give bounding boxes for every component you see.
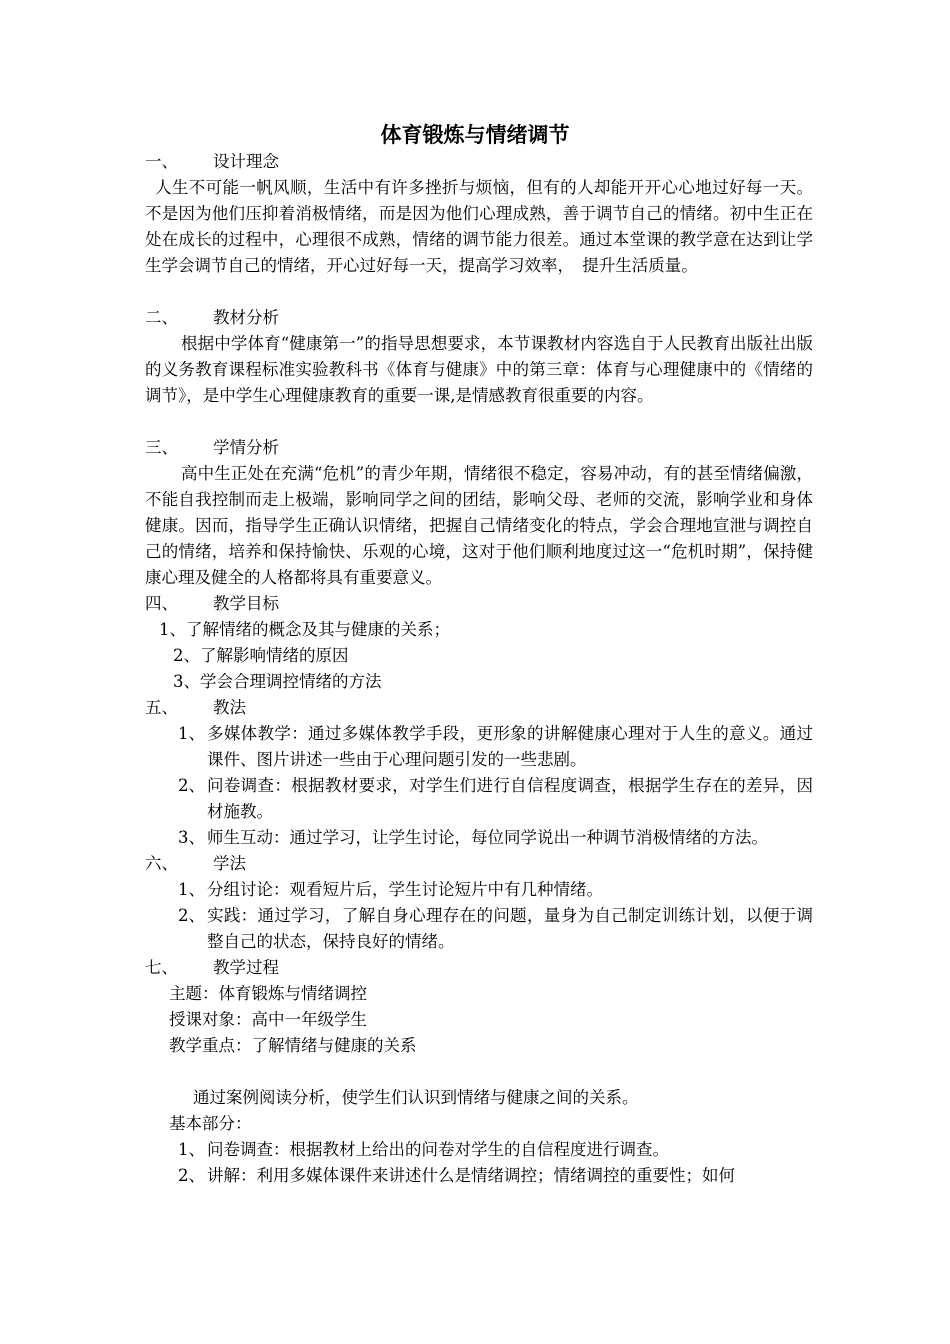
section-number: 四、 (145, 594, 178, 613)
section-title: 学法 (213, 854, 246, 873)
section-heading-textbook-analysis (145, 305, 813, 331)
teaching-method-item (145, 721, 813, 773)
list-number: 1、 (178, 880, 205, 899)
section-heading-student-analysis (145, 435, 813, 461)
textbook-analysis-paragraph: 根据中学体育“健康第一”的指导思想要求，本节课教材内容选自于人民教育出版社出版的义务教育课程标准实验教科书《体育与健康》中的第三章：体育与心理健康中的《情绪的调节》，是中学生心理健康教育的重要一课,是情感教育很重要的内容。 (145, 334, 813, 405)
student-analysis-paragraph: 高中生正处在充满“危机”的青少年期，情绪很不稳定，容易冲动，有的甚至情绪偏激，不能自我控制而走上极端，影响同学之间的团结，影响父母、老师的交流，影响学业和身体健康。因而，指导学生正确认识情绪，把握自己情绪变化的特点，学会合理地宣泄与调控自己的情绪，培养和保持愉快、乐观的心境，这对于他们顺利地度过这一“危机时期”，保持健康心理及健全的人格都将具有重要意义。 (145, 464, 813, 587)
blank-line (145, 279, 813, 305)
lesson-focus: 教学重点：了解情绪与健康的关系 (169, 1036, 417, 1055)
section-number: 七、 (145, 958, 178, 977)
section-title: 教材分析 (213, 308, 279, 327)
teaching-method-item (145, 825, 813, 851)
lesson-intro: 通过案例阅读分析，使学生们认识到情绪与健康之间的关系。 (193, 1088, 639, 1107)
process-item (145, 1163, 813, 1189)
section-heading-learning-methods (145, 851, 813, 877)
list-number: 1、 (178, 724, 205, 743)
teaching-goal-item: 1、了解情绪的概念及其与健康的关系； (159, 620, 450, 639)
section-title: 学情分析 (213, 438, 279, 457)
design-concept-paragraph: 人生不可能一帆风顺，生活中有许多挫折与烦恼，但有的人却能开开心心地过好每一天。不是因为他们压抑着消极情绪，而是因为他们心理成熟，善于调节自己的情绪。初中生正在处在成长的过程中，心理很不成熟，情绪的调节能力很差。通过本堂课的教学意在达到让学生学会调节自己的情绪，开心过好每一天，提高学习效率， 提升生活质量。 (145, 178, 813, 275)
teaching-method-item (145, 773, 813, 825)
blank-line (145, 1059, 813, 1085)
lesson-audience: 授课对象：高中一年级学生 (169, 1010, 367, 1029)
list-number: 2、 (178, 776, 205, 795)
list-text: 分组讨论：观看短片后，学生讨论短片中有几种情绪。 (207, 880, 603, 899)
section-number: 一、 (145, 152, 178, 171)
section-heading-teaching-process (145, 955, 813, 981)
list-text: 实践：通过学习，了解自身心理存在的问题，量身为自己制定训练计划，以便于调整自己的状态，保持良好的情绪。 (207, 906, 813, 951)
section-title: 教法 (213, 698, 246, 717)
section-number: 三、 (145, 438, 178, 457)
learning-method-item (145, 877, 813, 903)
section-heading-teaching-methods (145, 695, 813, 721)
section-number: 五、 (145, 698, 178, 717)
list-number: 3、 (178, 828, 205, 847)
teaching-goal-item: 3、学会合理调控情绪的方法 (173, 672, 382, 691)
list-text: 问卷调查：根据教材上给出的问卷对学生的自信程度进行调查。 (207, 1140, 669, 1159)
list-text: 讲解：利用多媒体课件来讲述什么是情绪调控；情绪调控的重要性；如何 (207, 1166, 735, 1185)
section-number: 六、 (145, 854, 178, 873)
teaching-goal-item: 2、了解影响情绪的原因 (173, 646, 349, 665)
process-item (145, 1137, 813, 1163)
lesson-topic: 主题：体育锻炼与情绪调控 (169, 984, 367, 1003)
document-title: 体育锻炼与情绪调节 (380, 122, 570, 147)
section-title: 设计理念 (213, 152, 279, 171)
section-number: 二、 (145, 308, 178, 327)
list-number: 2、 (178, 1166, 205, 1185)
section-heading-teaching-goals (145, 591, 813, 617)
blank-line (145, 409, 813, 435)
section-heading-design-concept (145, 149, 813, 175)
basic-part-label: 基本部分： (169, 1114, 252, 1133)
list-text: 师生互动：通过学习，让学生讨论，每位同学说出一种调节消极情绪的方法。 (207, 828, 768, 847)
list-text: 多媒体教学：通过多媒体教学手段，更形象的讲解健康心理对于人生的意义。通过课件、图片讲述一些由于心理问题引发的一些悲剧。 (207, 724, 813, 769)
list-text: 问卷调查：根据教材要求，对学生们进行自信程度调查，根据学生存在的差异，因材施教。 (207, 776, 813, 821)
learning-method-item (145, 903, 813, 955)
list-number: 1、 (178, 1140, 205, 1159)
section-title: 教学过程 (213, 958, 279, 977)
list-number: 2、 (178, 906, 205, 925)
document-body (145, 149, 813, 1189)
section-title: 教学目标 (213, 594, 279, 613)
